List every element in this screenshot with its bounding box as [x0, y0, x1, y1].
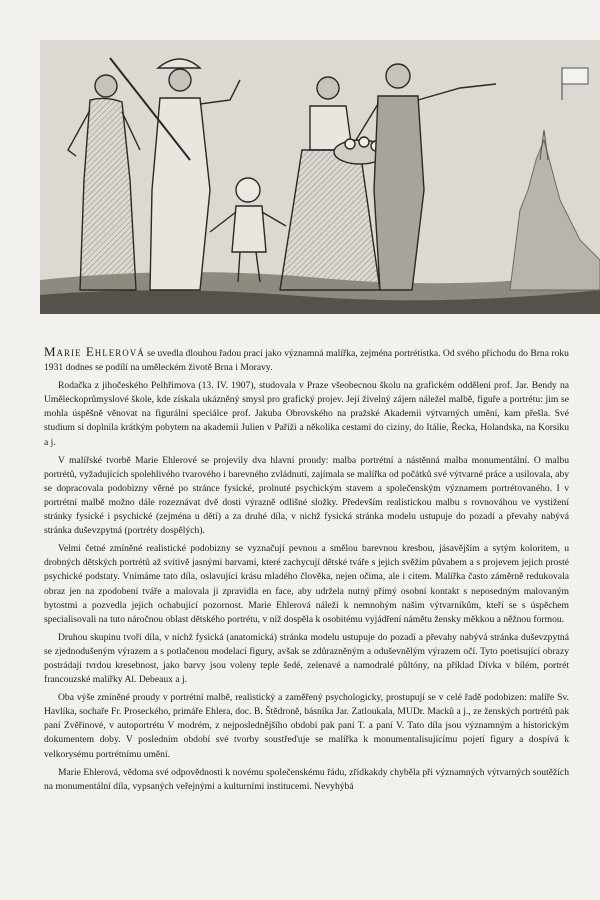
mural-illustration	[40, 40, 600, 314]
paragraph-3: V malířské tvorbě Marie Ehlerové se projevily dva hlavní proudy: malba portrétní a nástěnná malba monumentální. O malbu portrétů, vyžadujících spolehlivého tvarového i barevného zvládnutí, zajímala se malířka od počátků své výtvarné práce a usilovala, aby se dopracovala podobizny věrné po stránce fysické, prolnuté psychickým stavem a společenským významem portrétovaného. I v portrétní malbě možno dále rozeznávat dvě dosti výrazně odlišné složky. Především realistickou malbu s rovnováhou ve vystižení stránky fysické i psychické (zejména u dětí) a za druhé díla, v nichž fysická stránka modelu ustupuje do pozadí a převahy nabývá stránka duševzpytná (portréty dospělých).	[44, 454, 569, 537]
paragraph-5: Druhou skupinu tvoří díla, v nichž fysická (anatomická) stránka modelu ustupuje do pozadí a převahy nabývá stránka duševzpytná se zjednodušeným výrazem a s potlačenou modelací figury, avšak se zdůrazněným a oduševnělým výrazem očí. Tyto poetisující obrazy postrádají tvrdou kresebnost, jako barvy jsou voleny teple šedé, zelenavé a namodralé půltóny, na příklad Dívka v bílém, portrét francouzské malířky Al. Debeaux a j.	[44, 631, 569, 686]
paragraph-4: Velmi četné zmíněné realistické podobizny se vyznačují pevnou a smělou barevnou kresbou, jásavějším a sytým koloritem, u drobných dětských portrétů až svítivě jasnými barvami, které zachycují dětské tváře s jejich svěžím půvabem a s projevem jejich prosté psychické podstaty. Vnímáme tato díla, oslavující krásu mladého člověka, nejen očima, ale i citem. Malířka často záměrně redukovala obraz jen na zpodobení tváře a malovala ji zpravidla en face, aby udržela nutný přímý osobní kontakt s neposedným malovaným bytostmi a pozvedla jejich ochabující pozornost. Marie Ehlerová náleží k nemnohým našim výtvarníkům, kteří se s úspěchem specialisovali na tuto náročnou oblast dětského portrétu, v níž dospěla k osobitému vyjádření námětu žensky měkkou a něžnou formou.	[44, 543, 569, 625]
paragraph-1-text: se uvedla dlouhou řadou prací jako významná malířka, zejména portrétistka. Od svého příchodu do Brna roku 1931 dodnes se podílí na uměleckém životě Brna i Moravy.	[44, 348, 569, 374]
article-body	[44, 345, 569, 798]
mural-figures-drawing	[40, 40, 600, 314]
paragraph-2: Rodačka z jihočeského Pelhřimova (13. IV. 1907), studovala v Praze všeobecnou školu na grafickém oddělení prof. Jar. Bendy na Uměleckoprůmyslové škole, kde získala ukázněný smysl pro grafický projev. Její živelný zájem náležel malbě, figuře a portrétu: jim se mohla úspěšně věnovat na figurální speciálce prof. Jakuba Obrovského na pražské Akademii výtvarných umění, kam přešla. Své studium si doplnila krátkým pobytem na akademii Julien v Paříži a několika cestami do ciziny, do Itálie, Řecka, Holandska, na Korsiku a j.	[44, 380, 569, 448]
paragraph-6: Oba výše zmíněné proudy v portrétní malbě, realistický a zaměřený psychologicky, prostupují se v celé řadě podobizen: malíře Sv. Havlíka, sochaře Fr. Proseckého, primáře Ehlera, doc. B. Štědroně, básníka Jar. Zatloukala, MUDr. Macků a j., ze ženských portrétů pak paní Zvěřinové, v autoportrétu V modrém, z nejposlednějšího období pak paní T. a paní V. Tato díla jsou významným a historickým dokumentem doby. V posledním období své tvorby soustřeďuje se malířka k monumentalisujícímu pojetí figury a dospívá k velkorysému portrétnímu umění.	[44, 692, 569, 760]
lead-name: Marie Ehlerová	[44, 344, 145, 359]
paragraph-1	[44, 345, 569, 375]
paragraph-7: Marie Ehlerová, vědoma své odpovědnosti k novému společenskému řádu, zřídkakdy chyběla při významných výtvarných soutěžích na monumentální díla, vypsaných veřejnými a kulturními institucemi. Nevyhýbá	[44, 766, 569, 792]
